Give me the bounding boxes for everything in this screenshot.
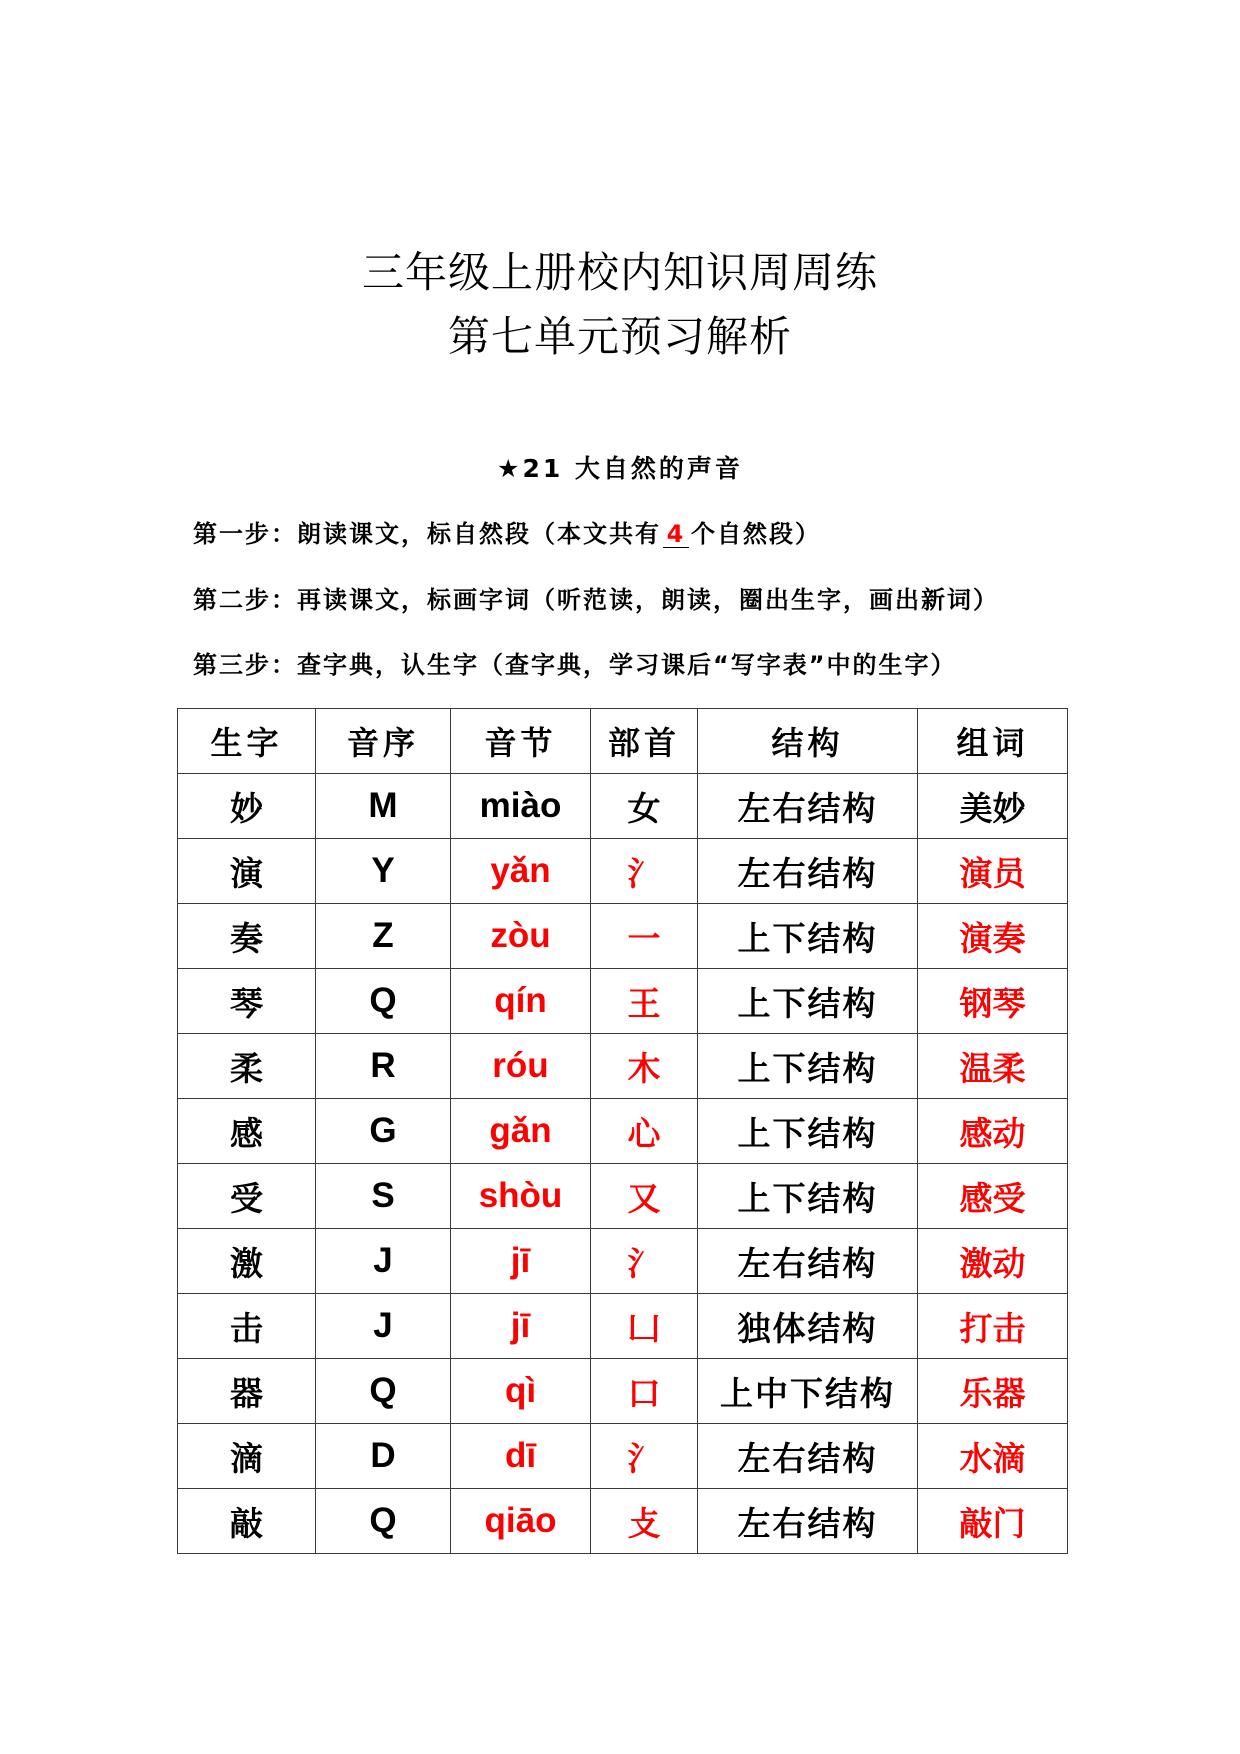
table-row [178,1164,1068,1229]
character-cell: 感 [178,1099,316,1164]
sequence-letter-cell: Q [316,1489,451,1554]
structure-cell: 上下结构 [698,1034,918,1099]
pinyin-cell: qì [451,1359,591,1424]
radical-cell: 又 [591,1164,698,1229]
table-row [178,1034,1068,1099]
word-cell: 感动 [918,1099,1068,1164]
sequence-letter-cell: Z [316,904,451,969]
pinyin-cell: jī [451,1294,591,1359]
table-row [178,1099,1068,1164]
radical-cell: 一 [591,904,698,969]
pinyin-cell: qín [451,969,591,1034]
structure-cell: 独体结构 [698,1294,918,1359]
word-cell: 激动 [918,1229,1068,1294]
column-header: 音序 [316,709,451,774]
sequence-letter-cell: J [316,1294,451,1359]
sequence-letter-cell: J [316,1229,451,1294]
radical-cell: 口 [591,1359,698,1424]
sequence-letter-cell: D [316,1424,451,1489]
character-cell: 琴 [178,969,316,1034]
structure-cell: 上下结构 [698,1164,918,1229]
radical-cell: 氵 [591,1229,698,1294]
table-body [178,774,1068,1554]
radical-cell: 凵 [591,1294,698,1359]
table-row [178,1359,1068,1424]
step-two: 第二步：再读课文，标画字词（听范读，朗读，圈出生字，画出新词） [193,586,999,614]
page-title: 三年级上册校内知识周周练 [361,248,878,297]
pinyin-cell: yǎn [451,839,591,904]
radical-cell: 木 [591,1034,698,1099]
word-cell: 水滴 [918,1424,1068,1489]
character-cell: 滴 [178,1424,316,1489]
character-cell: 击 [178,1294,316,1359]
table-row [178,839,1068,904]
character-cell: 奏 [178,904,316,969]
word-cell: 温柔 [918,1034,1068,1099]
pinyin-cell: qiāo [451,1489,591,1554]
character-cell: 器 [178,1359,316,1424]
structure-cell: 左右结构 [698,1489,918,1554]
table-header-row [178,709,1068,774]
character-cell: 受 [178,1164,316,1229]
sequence-letter-cell: Q [316,969,451,1034]
pinyin-cell: róu [451,1034,591,1099]
sequence-letter-cell: M [316,774,451,839]
structure-cell: 上下结构 [698,904,918,969]
structure-cell: 左右结构 [698,774,918,839]
character-table [177,708,1068,1554]
pinyin-cell: miào [451,774,591,839]
sequence-letter-cell: S [316,1164,451,1229]
radical-cell: 氵 [591,1424,698,1489]
pinyin-cell: zòu [451,904,591,969]
column-header: 音节 [451,709,591,774]
paragraph-count-answer: 4 [663,521,689,548]
radical-cell: 女 [591,774,698,839]
column-header: 组词 [918,709,1068,774]
word-cell: 美妙 [918,774,1068,839]
pinyin-cell: jī [451,1229,591,1294]
sequence-letter-cell: R [316,1034,451,1099]
character-cell: 柔 [178,1034,316,1099]
table-row [178,774,1068,839]
word-cell: 打击 [918,1294,1068,1359]
word-cell: 钢琴 [918,969,1068,1034]
step-one-suffix: 个自然段） [691,520,821,548]
table-row [178,1489,1068,1554]
sequence-letter-cell: Y [316,839,451,904]
character-cell: 妙 [178,774,316,839]
radical-cell: 心 [591,1099,698,1164]
table-row [178,1229,1068,1294]
structure-cell: 上下结构 [698,969,918,1034]
word-cell: 敲门 [918,1489,1068,1554]
sequence-letter-cell: Q [316,1359,451,1424]
step-one-text: 第一步：朗读课文，标自然段（本文共有 [193,520,661,548]
word-cell: 感受 [918,1164,1068,1229]
radical-cell: 王 [591,969,698,1034]
table-row [178,969,1068,1034]
character-cell: 激 [178,1229,316,1294]
character-cell: 演 [178,839,316,904]
pinyin-cell: shòu [451,1164,591,1229]
word-cell: 乐器 [918,1359,1068,1424]
page-subtitle: 第七单元预习解析 [447,312,792,361]
structure-cell: 上下结构 [698,1099,918,1164]
radical-cell: 攴 [591,1489,698,1554]
pinyin-cell: dī [451,1424,591,1489]
character-cell: 敲 [178,1489,316,1554]
structure-cell: 上中下结构 [698,1359,918,1424]
column-header: 部首 [591,709,698,774]
step-one [193,519,821,549]
structure-cell: 左右结构 [698,839,918,904]
structure-cell: 左右结构 [698,1424,918,1489]
table-row [178,904,1068,969]
word-cell: 演奏 [918,904,1068,969]
radical-cell: 氵 [591,839,698,904]
column-header: 结构 [698,709,918,774]
structure-cell: 左右结构 [698,1229,918,1294]
table-row [178,1424,1068,1489]
column-header: 生字 [178,709,316,774]
lesson-heading: ★21 大自然的声音 [497,454,743,483]
pinyin-cell: gǎn [451,1099,591,1164]
step-three: 第三步：查字典，认生字（查字典，学习课后“写字表”中的生字） [193,651,957,679]
word-cell: 演员 [918,839,1068,904]
sequence-letter-cell: G [316,1099,451,1164]
table-row [178,1294,1068,1359]
